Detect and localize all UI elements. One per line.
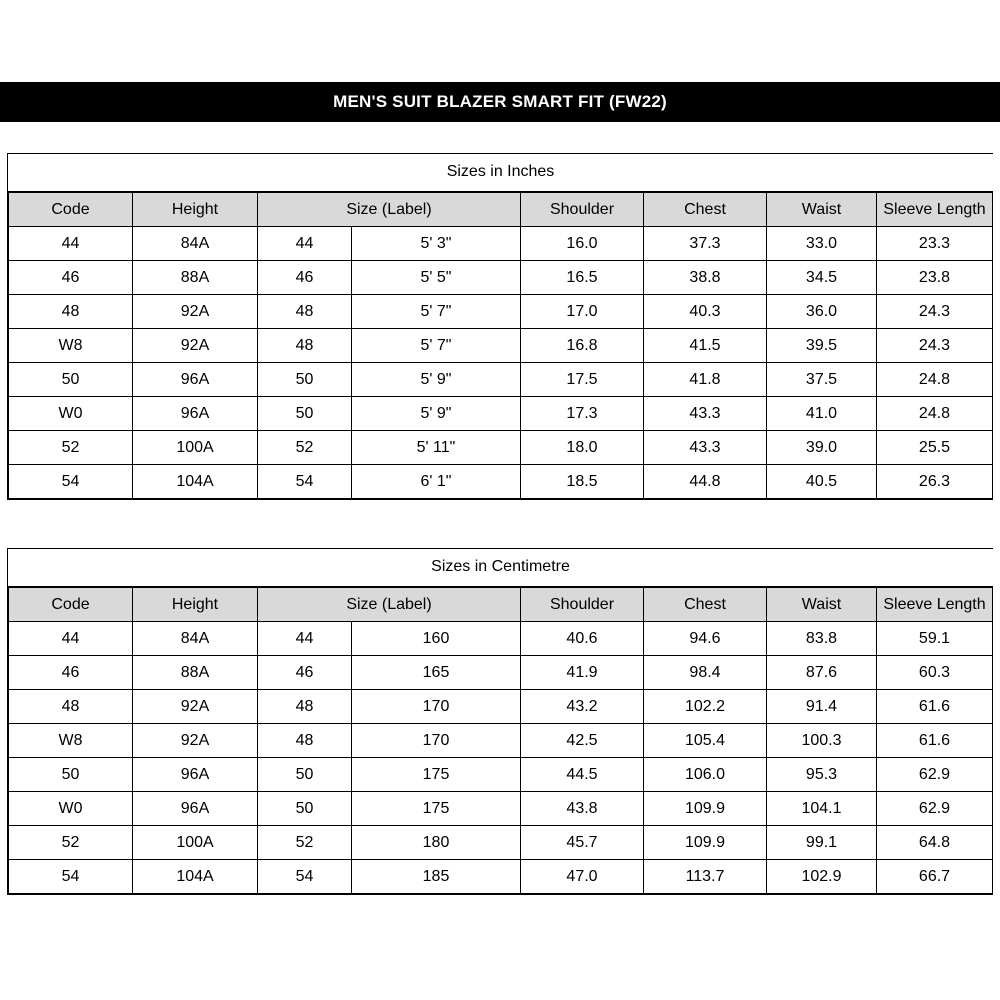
- table-row: [9, 329, 993, 363]
- cell-height: 92A: [133, 295, 258, 329]
- column-header-code: Code: [9, 588, 133, 622]
- cell-waist: 37.5: [767, 363, 877, 397]
- cell-sleeve-length: 24.3: [877, 295, 993, 329]
- cell-size-number: 50: [258, 792, 352, 826]
- cell-waist: 34.5: [767, 261, 877, 295]
- cell-sleeve-length: 23.3: [877, 227, 993, 261]
- cell-size-number: 44: [258, 227, 352, 261]
- cell-code: 44: [9, 227, 133, 261]
- cell-shoulder: 17.3: [521, 397, 644, 431]
- cell-sleeve-length: 59.1: [877, 622, 993, 656]
- cell-height: 88A: [133, 656, 258, 690]
- column-header-chest: Chest: [644, 588, 767, 622]
- cell-size-number: 52: [258, 431, 352, 465]
- cell-size-label: 170: [352, 690, 521, 724]
- cell-size-number: 48: [258, 329, 352, 363]
- cell-shoulder: 43.2: [521, 690, 644, 724]
- cell-sleeve-length: 60.3: [877, 656, 993, 690]
- table-body: [9, 227, 993, 499]
- cell-code: W0: [9, 792, 133, 826]
- cell-code: 46: [9, 261, 133, 295]
- cell-height: 100A: [133, 826, 258, 860]
- table-row: [9, 431, 993, 465]
- table-row: [9, 826, 993, 860]
- cell-code: W8: [9, 724, 133, 758]
- cell-chest: 40.3: [644, 295, 767, 329]
- cell-waist: 36.0: [767, 295, 877, 329]
- cell-height: 84A: [133, 622, 258, 656]
- cell-sleeve-length: 61.6: [877, 690, 993, 724]
- table-row: [9, 363, 993, 397]
- column-header-shoulder: Shoulder: [521, 193, 644, 227]
- cell-shoulder: 17.5: [521, 363, 644, 397]
- cell-chest: 98.4: [644, 656, 767, 690]
- cell-size-number: 46: [258, 261, 352, 295]
- cell-size-label: 5' 9": [352, 363, 521, 397]
- table-caption: Sizes in Inches: [8, 154, 993, 192]
- cell-sleeve-length: 26.3: [877, 465, 993, 499]
- cell-sleeve-length: 25.5: [877, 431, 993, 465]
- column-header-size-label: Size (Label): [258, 193, 521, 227]
- cell-height: 96A: [133, 397, 258, 431]
- cell-height: 88A: [133, 261, 258, 295]
- cell-sleeve-length: 62.9: [877, 792, 993, 826]
- cell-shoulder: 18.0: [521, 431, 644, 465]
- cell-waist: 39.0: [767, 431, 877, 465]
- cell-height: 96A: [133, 758, 258, 792]
- cell-size-label: 160: [352, 622, 521, 656]
- cell-shoulder: 45.7: [521, 826, 644, 860]
- cell-waist: 40.5: [767, 465, 877, 499]
- column-header-height: Height: [133, 588, 258, 622]
- cell-code: 52: [9, 431, 133, 465]
- cell-sleeve-length: 62.9: [877, 758, 993, 792]
- cell-chest: 102.2: [644, 690, 767, 724]
- cell-shoulder: 16.5: [521, 261, 644, 295]
- cell-code: 48: [9, 690, 133, 724]
- cell-shoulder: 47.0: [521, 860, 644, 894]
- cell-height: 92A: [133, 329, 258, 363]
- cell-waist: 100.3: [767, 724, 877, 758]
- cell-chest: 41.8: [644, 363, 767, 397]
- table-row: [9, 690, 993, 724]
- cell-sleeve-length: 66.7: [877, 860, 993, 894]
- cell-size-number: 52: [258, 826, 352, 860]
- cell-waist: 33.0: [767, 227, 877, 261]
- cell-code: 54: [9, 465, 133, 499]
- cell-height: 104A: [133, 860, 258, 894]
- size-table-inches: [7, 153, 993, 500]
- cell-sleeve-length: 24.8: [877, 363, 993, 397]
- cell-code: 50: [9, 363, 133, 397]
- cell-shoulder: 16.0: [521, 227, 644, 261]
- cell-waist: 83.8: [767, 622, 877, 656]
- cell-height: 104A: [133, 465, 258, 499]
- page-title: MEN'S SUIT BLAZER SMART FIT (FW22): [333, 92, 667, 111]
- cell-chest: 113.7: [644, 860, 767, 894]
- cell-chest: 109.9: [644, 792, 767, 826]
- table-row: [9, 465, 993, 499]
- cell-size-label: 175: [352, 758, 521, 792]
- table-row: [9, 792, 993, 826]
- cell-shoulder: 18.5: [521, 465, 644, 499]
- cell-size-label: 180: [352, 826, 521, 860]
- cell-size-label: 165: [352, 656, 521, 690]
- column-header-sleeve-length: Sleeve Length: [877, 193, 993, 227]
- cell-size-number: 48: [258, 295, 352, 329]
- column-header-shoulder: Shoulder: [521, 588, 644, 622]
- cell-chest: 105.4: [644, 724, 767, 758]
- column-header-sleeve-length: Sleeve Length: [877, 588, 993, 622]
- table-row: [9, 227, 993, 261]
- column-header-code: Code: [9, 193, 133, 227]
- cell-size-label: 5' 11": [352, 431, 521, 465]
- table: [8, 549, 993, 894]
- cell-chest: 106.0: [644, 758, 767, 792]
- cell-shoulder: 17.0: [521, 295, 644, 329]
- cell-height: 92A: [133, 724, 258, 758]
- cell-shoulder: 41.9: [521, 656, 644, 690]
- table-row: [9, 622, 993, 656]
- cell-code: 52: [9, 826, 133, 860]
- cell-size-number: 48: [258, 690, 352, 724]
- cell-shoulder: 40.6: [521, 622, 644, 656]
- cell-size-number: 46: [258, 656, 352, 690]
- table-row: [9, 295, 993, 329]
- cell-size-number: 44: [258, 622, 352, 656]
- cell-chest: 109.9: [644, 826, 767, 860]
- cell-size-number: 48: [258, 724, 352, 758]
- size-table-centimetre: [7, 548, 993, 895]
- cell-waist: 102.9: [767, 860, 877, 894]
- cell-size-label: 6' 1": [352, 465, 521, 499]
- cell-code: W8: [9, 329, 133, 363]
- table-row: [9, 724, 993, 758]
- cell-chest: 41.5: [644, 329, 767, 363]
- cell-size-label: 170: [352, 724, 521, 758]
- cell-code: 54: [9, 860, 133, 894]
- table: [8, 154, 993, 499]
- cell-waist: 104.1: [767, 792, 877, 826]
- cell-shoulder: 42.5: [521, 724, 644, 758]
- cell-size-number: 50: [258, 397, 352, 431]
- cell-code: 46: [9, 656, 133, 690]
- column-header-waist: Waist: [767, 588, 877, 622]
- cell-shoulder: 44.5: [521, 758, 644, 792]
- cell-chest: 38.8: [644, 261, 767, 295]
- cell-size-label: 175: [352, 792, 521, 826]
- table-row: [9, 261, 993, 295]
- cell-size-label: 185: [352, 860, 521, 894]
- cell-size-label: 5' 5": [352, 261, 521, 295]
- cell-chest: 94.6: [644, 622, 767, 656]
- cell-sleeve-length: 61.6: [877, 724, 993, 758]
- cell-waist: 87.6: [767, 656, 877, 690]
- cell-size-number: 54: [258, 860, 352, 894]
- cell-code: W0: [9, 397, 133, 431]
- cell-height: 96A: [133, 792, 258, 826]
- table-body: [9, 622, 993, 894]
- cell-height: 96A: [133, 363, 258, 397]
- column-header-chest: Chest: [644, 193, 767, 227]
- cell-waist: 91.4: [767, 690, 877, 724]
- cell-sleeve-length: 24.3: [877, 329, 993, 363]
- cell-waist: 95.3: [767, 758, 877, 792]
- header-row: [9, 588, 993, 622]
- cell-sleeve-length: 64.8: [877, 826, 993, 860]
- cell-size-label: 5' 9": [352, 397, 521, 431]
- cell-height: 92A: [133, 690, 258, 724]
- table-row: [9, 860, 993, 894]
- cell-chest: 37.3: [644, 227, 767, 261]
- cell-sleeve-length: 24.8: [877, 397, 993, 431]
- cell-code: 48: [9, 295, 133, 329]
- table-header: [9, 588, 993, 622]
- document-title-bar: [0, 82, 1000, 122]
- cell-size-label: 5' 3": [352, 227, 521, 261]
- header-row: [9, 193, 993, 227]
- cell-waist: 39.5: [767, 329, 877, 363]
- cell-code: 44: [9, 622, 133, 656]
- cell-waist: 99.1: [767, 826, 877, 860]
- column-header-height: Height: [133, 193, 258, 227]
- column-header-size-label: Size (Label): [258, 588, 521, 622]
- table-row: [9, 397, 993, 431]
- cell-code: 50: [9, 758, 133, 792]
- cell-height: 100A: [133, 431, 258, 465]
- column-header-waist: Waist: [767, 193, 877, 227]
- cell-shoulder: 16.8: [521, 329, 644, 363]
- table-row: [9, 758, 993, 792]
- cell-size-number: 50: [258, 758, 352, 792]
- cell-size-number: 50: [258, 363, 352, 397]
- cell-sleeve-length: 23.8: [877, 261, 993, 295]
- table-row: [9, 656, 993, 690]
- cell-size-number: 54: [258, 465, 352, 499]
- cell-chest: 43.3: [644, 397, 767, 431]
- cell-size-label: 5' 7": [352, 295, 521, 329]
- table-caption: Sizes in Centimetre: [8, 549, 993, 587]
- cell-size-label: 5' 7": [352, 329, 521, 363]
- cell-shoulder: 43.8: [521, 792, 644, 826]
- cell-chest: 43.3: [644, 431, 767, 465]
- table-header: [9, 193, 993, 227]
- cell-height: 84A: [133, 227, 258, 261]
- cell-chest: 44.8: [644, 465, 767, 499]
- cell-waist: 41.0: [767, 397, 877, 431]
